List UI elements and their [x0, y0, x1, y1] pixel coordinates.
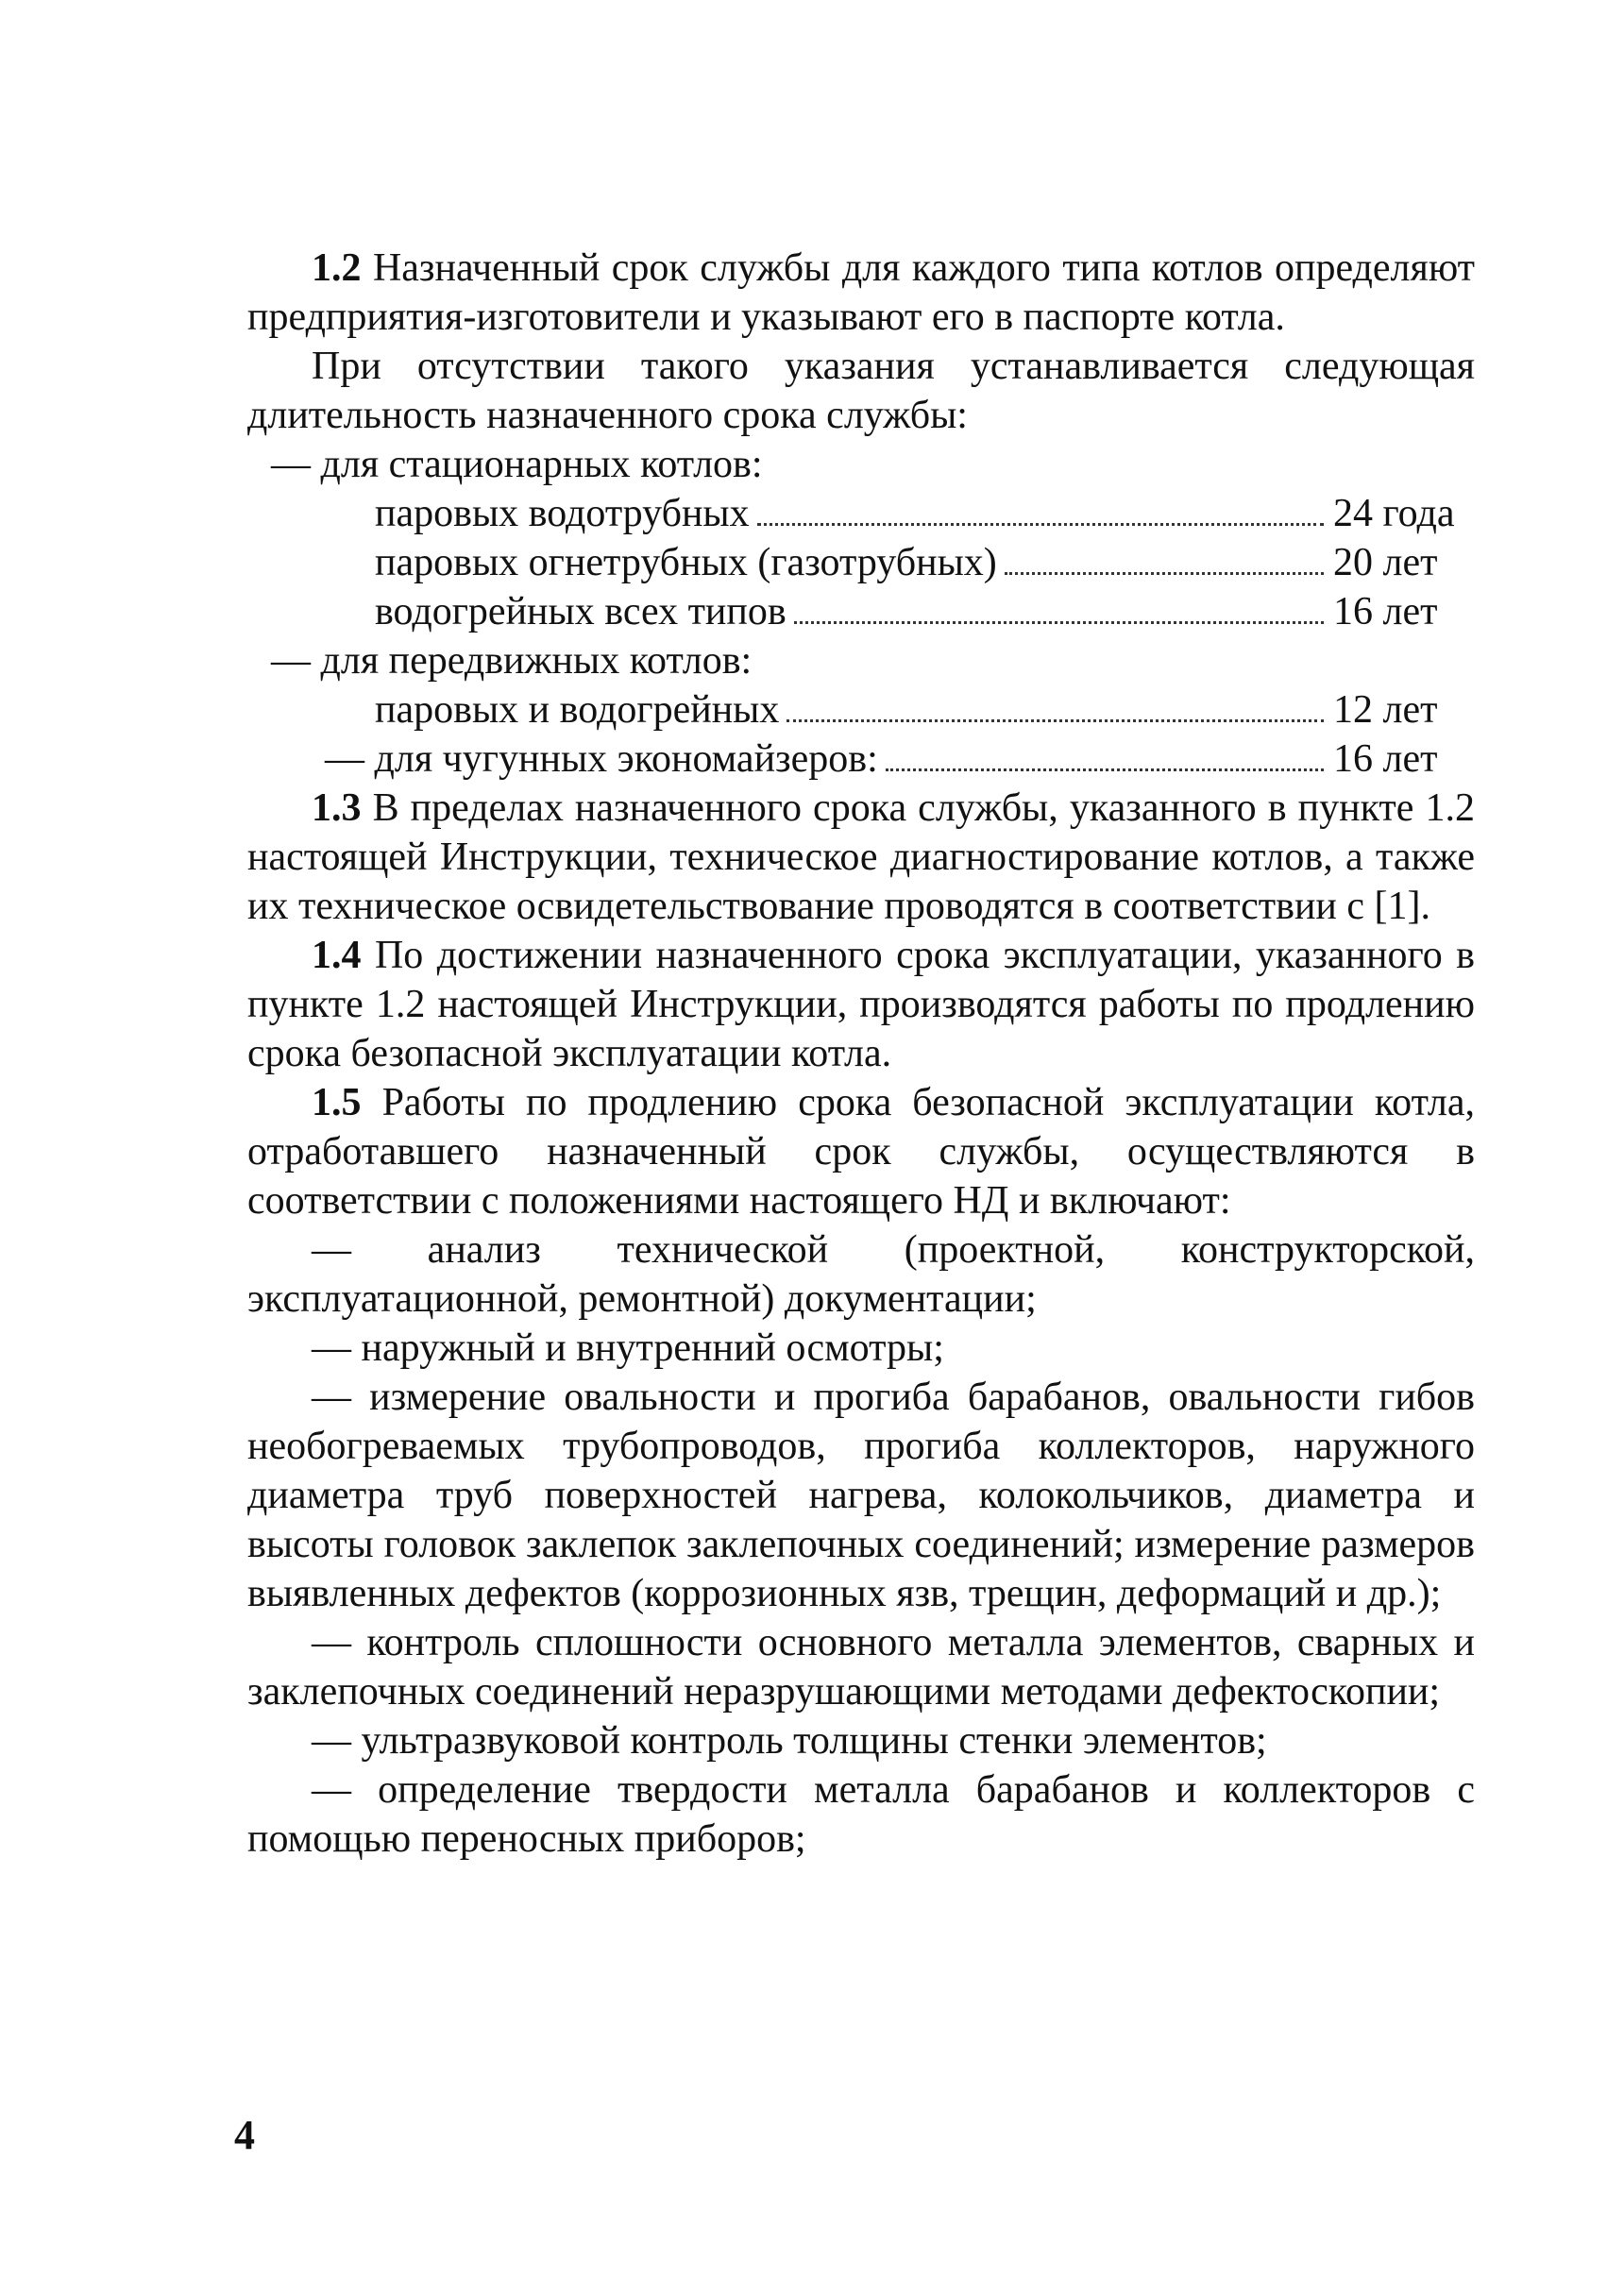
term-row	[247, 489, 1475, 538]
term-row	[247, 587, 1475, 636]
paragraph-1-4	[247, 931, 1475, 1078]
work-item: — контроль сплошности основного металла элементов, сварных и заклепочных соединений неразрушающими методами дефектоскопии;	[247, 1621, 1475, 1714]
work-item: — анализ технической (проектной, конструкторской, эксплуатационной, ремонтной) документации;	[247, 1228, 1475, 1321]
section-text: Работы по продлению срока безопасной эксплуатации котла, отработавшего назначенный срок службы, осуществляются в соответствии с положениями настоящего НД и включают:	[247, 1081, 1475, 1223]
work-item: — определение твердости металла барабанов и коллекторов с помощью переносных приборов;	[247, 1768, 1475, 1861]
dot-leader	[794, 621, 1324, 624]
body-text	[247, 244, 1475, 1864]
section-text: По достижении назначенного срока эксплуатации, указанного в пункте 1.2 настоящей Инструкции, производятся работы по продлению срока безопасной эксплуатации котла.	[247, 934, 1475, 1075]
section-number: 1.2	[312, 246, 362, 290]
work-item: — наружный и внутренний осмотры;	[312, 1326, 944, 1370]
term-label: паровых огнетрубных (газотрубных)	[375, 541, 997, 584]
work-item: — ультразвуковой контроль толщины стенки элементов;	[312, 1719, 1267, 1763]
term-label: паровых водотрубных	[375, 492, 750, 535]
list-header-stationary: — для стационарных котлов:	[271, 443, 763, 486]
dot-leader	[787, 719, 1324, 722]
section-number: 1.3	[312, 786, 362, 830]
paragraph-1-5	[247, 1078, 1475, 1225]
term-value: 16 лет	[1333, 737, 1438, 781]
term-value: 20 лет	[1333, 541, 1438, 584]
dot-leader	[1005, 572, 1324, 575]
term-value: 12 лет	[1333, 688, 1438, 732]
section-number: 1.5	[312, 1081, 362, 1124]
paragraph-1-3	[247, 784, 1475, 931]
dot-leader	[757, 523, 1324, 526]
section-text: Назначенный срок службы для каждого типа котлов определяют предприятия-изготовители и указывают его в паспорте котла.	[247, 246, 1475, 339]
dot-leader	[886, 768, 1324, 771]
term-label: — для чугунных экономайзеров:	[325, 737, 878, 781]
term-value: 24 года	[1333, 492, 1455, 535]
page-number: 4	[234, 2112, 255, 2158]
term-row-economizers	[247, 734, 1475, 784]
term-row	[247, 685, 1475, 734]
term-label: паровых и водогрейных	[375, 688, 780, 732]
section-text: В пределах назначенного срока службы, указанного в пункте 1.2 настоящей Инструкции, техническое диагностирование котлов, а также их техническое освидетельствование проводятся в соответствии с [1].	[247, 786, 1475, 928]
paragraph-1-2	[247, 244, 1475, 342]
term-value: 16 лет	[1333, 590, 1438, 633]
term-label: водогрейных всех типов	[375, 590, 787, 633]
list-header-mobile: — для передвижных котлов:	[271, 639, 753, 683]
paragraph-default-terms: При отсутствии такого указания устанавливается следующая длительность назначенного срока службы:	[247, 345, 1475, 437]
work-item: — измерение овальности и прогиба барабанов, овальности гибов необогреваемых трубопроводов, прогиба коллекторов, наружного диаметра труб поверхностей нагрева, колокольчиков, диаметра и высоты головок заклепок заклепочных соединений; измерение размеров выявленных дефектов (коррозионных язв, трещин, деформаций и др.);	[247, 1376, 1475, 1615]
term-row	[247, 538, 1475, 587]
section-number: 1.4	[312, 934, 362, 977]
